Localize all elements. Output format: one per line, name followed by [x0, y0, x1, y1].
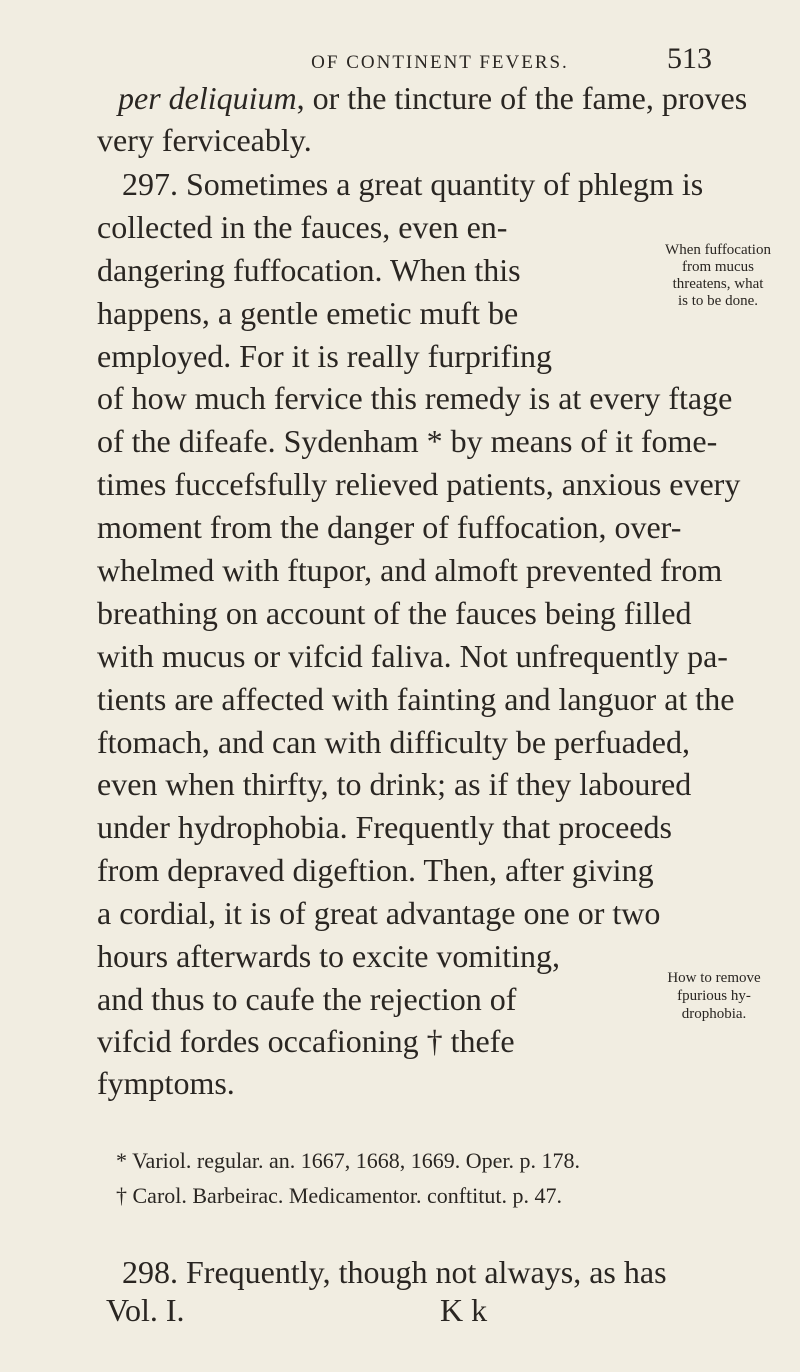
body-line-16: ftomach, and can with difficulty be perfuaded,: [97, 724, 690, 760]
signature-mark: K k: [440, 1292, 488, 1328]
catchline: 298. Frequently, though not always, as has: [122, 1254, 667, 1290]
sidenote-line: from mucus: [681, 259, 755, 275]
body-line-22: and thus to caufe the rejection of: [97, 981, 517, 1017]
footnote-2: † Carol. Barbeirac. Medicamentor. conftitut. p. 47.: [116, 1183, 562, 1208]
body-line-6: happens, a gentle emetic muft be: [97, 295, 519, 331]
running-title: OF CONTINENT FEVERS.: [311, 52, 569, 73]
body-line-13: breathing on account of the fauces being filled: [97, 595, 692, 631]
sidenote-line: When fuffocation: [665, 242, 771, 258]
body-line-9: of the difeafe. Sydenham * by means of it fome-: [97, 423, 718, 459]
body-line-4: collected in the fauces, even en-: [97, 209, 508, 245]
body-line-20: a cordial, it is of great advantage one or two: [97, 895, 661, 931]
body-line-23: vifcid fordes occafioning † thefe: [97, 1023, 515, 1059]
body-line-1: [118, 78, 747, 118]
body-line-10: times fuccefsfully relieved patients, anxious every: [97, 466, 741, 502]
page-number: 513: [667, 42, 712, 75]
body-line-17: even when thirfty, to drink; as if they laboured: [97, 766, 692, 802]
sidenote-line: fpurious hy-: [677, 988, 751, 1004]
volume-mark: Vol. I.: [106, 1292, 185, 1328]
body-line-24: fymptoms.: [97, 1065, 235, 1101]
body-line-2: very ferviceably.: [97, 122, 312, 158]
sidenote-line: drophobia.: [681, 1006, 747, 1022]
body-line-7: employed. For it is really furprifing: [97, 338, 553, 374]
body-line-21: hours afterwards to excite vomiting,: [97, 938, 560, 974]
body-line-3: 297. Sometimes a great quantity of phlegm is: [122, 166, 704, 202]
body-line-18: under hydrophobia. Frequently that proceeds: [97, 809, 672, 845]
body-line-19: from depraved digeftion. Then, after giving: [97, 852, 654, 888]
body-line-8: of how much fervice this remedy is at every ftage: [97, 380, 733, 416]
body-line-12: whelmed with ftupor, and almoft prevented from: [97, 552, 723, 588]
sidenote-line: is to be done.: [678, 293, 758, 309]
sidenote-line: threatens, what: [672, 276, 764, 292]
body-line-15: tients are affected with fainting and languor at the: [97, 681, 735, 717]
italic-phrase: per deliquium: [118, 80, 297, 116]
body-line-5: dangering fuffocation. When this: [97, 252, 521, 288]
footnote-1: * Variol. regular. an. 1667, 1668, 1669. Oper. p. 178.: [116, 1148, 580, 1173]
line-1-rest: , or the tincture of the fame, proves: [296, 80, 748, 116]
body-line-11: moment from the danger of fuffocation, over-: [97, 509, 682, 545]
body-line-14: with mucus or vifcid faliva. Not unfrequently pa-: [97, 638, 728, 674]
sidenote-line: How to remove: [667, 970, 761, 986]
